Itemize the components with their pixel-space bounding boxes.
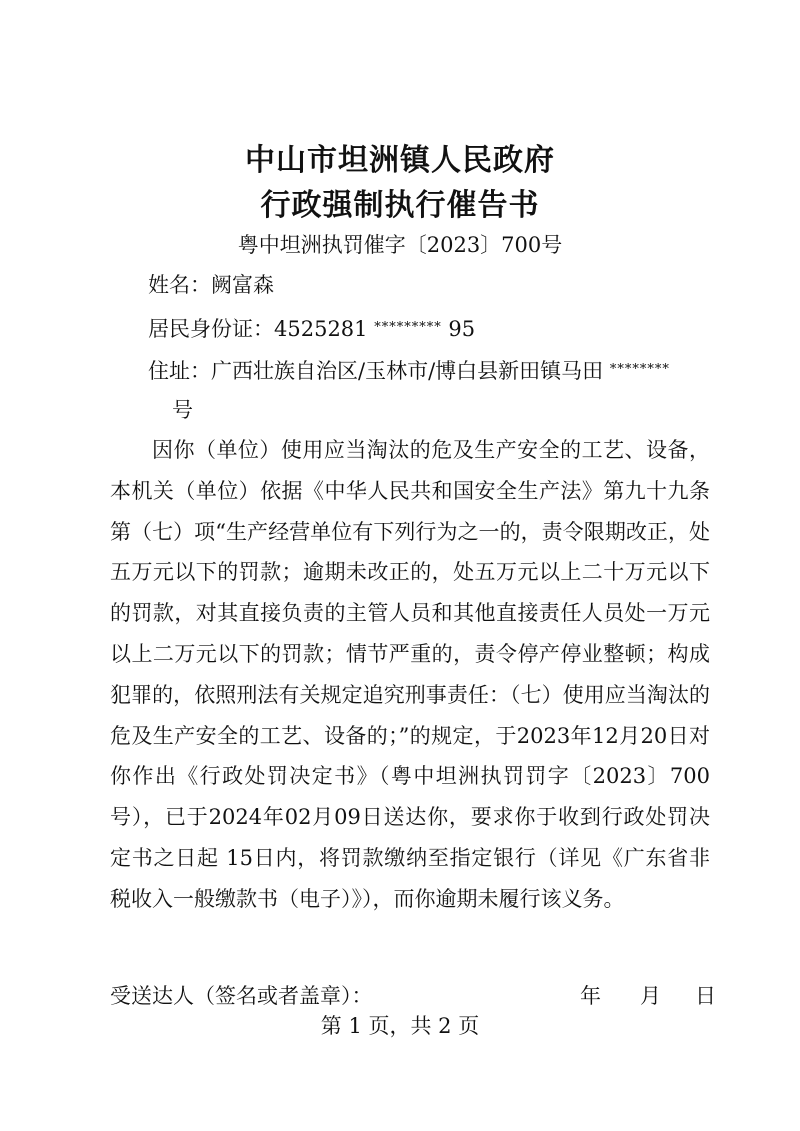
page-number: 第 1 页，共 2 页: [320, 1014, 480, 1038]
notice-body-paragraph: 因你（单位）使用应当淘汰的危及生产安全的工艺、设备，本机关（单位）依据《中华人民共和国安全生产法》第九十九条第（七）项“生产经营单位有下列行为之一的，责令限期改正，处五万元以下的罚款；逾期未改正的，处五万元以上二十万元以下的罚款，对其直接负责的主管人员和其他直接责任人员处一万元以上二万元以下的罚款；情节严重的，责令停产停业整顿；构成犯罪的，依照刑法有关规定追究刑事责任：（七）使用应当淘汰的危及生产安全的工艺、设备的；”的规定，于2023年12月20日对你作出《行政处罚决定书》（粤中坦洲执罚罚字〔2023〕700号），已于2024年02月09日送达你，要求你于收到行政处罚决定书之日起 15日内，将罚款缴纳至指定银行（详见《广东省非税收入一般缴款书（电子）》），而你逾期未履行该义务。: [110, 438, 710, 911]
party-id-suffix: 95: [448, 317, 476, 341]
receiver-label: 受送达人（签名或者盖章）：: [110, 984, 373, 1008]
document-title-issuer: 中山市坦洲镇人民政府: [245, 143, 555, 178]
document-number: 粤中坦洲执罚催字〔2023〕700号: [237, 233, 563, 257]
party-address-value: 广西壮族自治区/玉林市/博白县新田镇马田: [211, 359, 604, 383]
date-month-label: 月: [640, 984, 661, 1008]
party-name-label: 姓名：: [148, 273, 211, 297]
date-year-label: 年: [580, 984, 601, 1008]
party-id-row: [148, 313, 475, 344]
party-address-mask: ********: [609, 362, 670, 377]
party-id-mask: *********: [374, 320, 442, 335]
party-address-row: [148, 355, 670, 386]
party-address-label: 住址：: [148, 359, 211, 383]
party-id-label: 居民身份证：: [148, 317, 274, 341]
date-day-label: 日: [695, 984, 716, 1008]
party-name-value: 阙富森: [211, 273, 274, 297]
party-address-end: 号: [172, 398, 193, 422]
document-title-type: 行政强制执行催告书: [260, 188, 540, 223]
party-name-row: [148, 270, 274, 300]
party-id-prefix: 4525281: [274, 317, 368, 341]
